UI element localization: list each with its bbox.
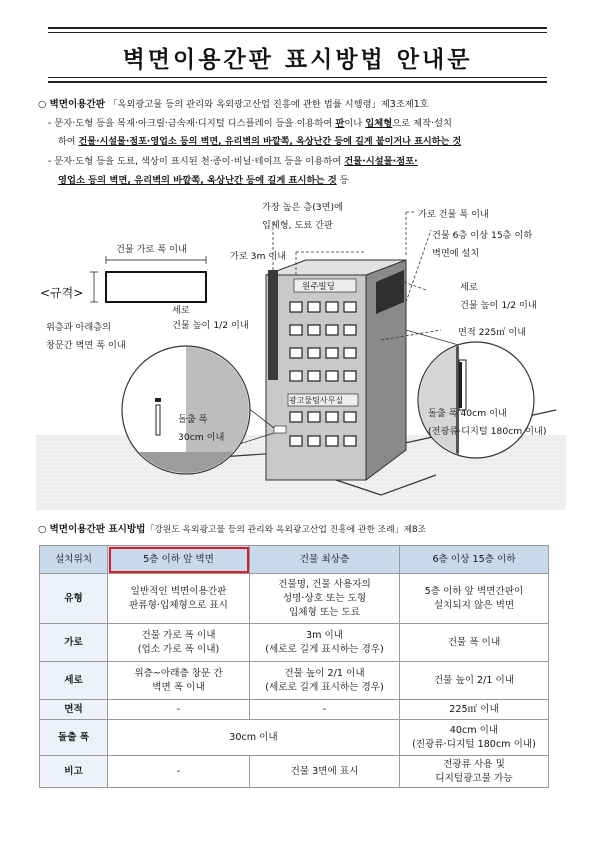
table-row bbox=[40, 700, 549, 720]
table-cell: 5층 이하 앞 벽면간판이 설치되지 않은 벽면 bbox=[400, 574, 549, 624]
protrude-right-1: 돌출 폭 40cm 이내 bbox=[428, 408, 507, 419]
table-cell: 건물명, 건물 사용자의 성명·상호 또는 도형 입체형 또는 도료 bbox=[250, 574, 400, 624]
row-label: 면적 bbox=[40, 700, 108, 720]
section1-dash1 bbox=[48, 115, 452, 132]
section1-source: 「옥외광고물 등의 관리와 옥외광고산업 진흥에 관한 법률 시행령」제3조제1호 bbox=[108, 99, 429, 110]
building-name: 원주빌딩 bbox=[302, 282, 335, 292]
text-em: 영업소 등의 벽면, 유리벽의 바깥쪽, 옥상난간 등에 길게 표시하는 것 bbox=[58, 175, 337, 186]
table-row bbox=[40, 756, 549, 788]
row-label: 돌출 폭 bbox=[40, 720, 108, 756]
protrude-left-2: 30cm 이내 bbox=[178, 432, 225, 443]
row-label: 세로 bbox=[40, 662, 108, 700]
row-label: 가로 bbox=[40, 624, 108, 662]
top-floor-label-1: 가장 높은 층(3면)에 bbox=[262, 202, 343, 213]
table-row bbox=[40, 662, 549, 700]
section1-heading: 벽면이용간판 bbox=[49, 99, 106, 110]
table-cell: 40cm 이내 (진광류·디지털 180cm 이내) bbox=[400, 720, 549, 756]
table-cell: 3m 이내 (세로로 길게 표시하는 경우) bbox=[250, 624, 400, 662]
table-cell: - bbox=[108, 756, 250, 788]
section2-heading: 벽면이용간판 표시방법 bbox=[49, 524, 146, 535]
height-label-2: 건물 높이 1/2 이내 bbox=[172, 320, 249, 331]
section1-dash2 bbox=[48, 153, 418, 170]
office-name: 광고물팀사무실 bbox=[289, 396, 344, 405]
right-height-label-1: 세로 bbox=[460, 282, 478, 293]
spec-sign bbox=[106, 272, 206, 302]
top-floor-label-2: 입체형, 도료 간판 bbox=[262, 220, 333, 231]
text: 등 bbox=[336, 175, 349, 186]
table-header: 설치위치 bbox=[40, 546, 108, 574]
table-header: 건물 최상층 bbox=[250, 546, 400, 574]
text: - 문자·도형 등을 도료, 색상이 표시된 천·종이·비닐·테이프 등을 이용하여 bbox=[48, 156, 345, 167]
table-cell: 건물 3면에 표시 bbox=[250, 756, 400, 788]
table-cell: 전광류 사용 및 디지털광고물 가능 bbox=[400, 756, 549, 788]
text-em: 판 bbox=[335, 118, 345, 129]
spec-label: <규격> bbox=[40, 286, 84, 300]
section1-dash2b bbox=[58, 172, 349, 189]
vertical-sign bbox=[268, 270, 278, 380]
right-floor-label-1: 건물 6층 이상 15층 이하 bbox=[432, 230, 533, 241]
table-header: 6층 이상 15층 이하 bbox=[400, 546, 549, 574]
table-cell: 위층~아래층 창문 간 벽면 폭 이내 bbox=[108, 662, 250, 700]
spec-table bbox=[39, 545, 549, 788]
bullet: ○ bbox=[38, 99, 47, 110]
text-em: 건물·시설물·점포·영업소 등의 벽면, 유리벽의 바깥쪽, 옥상난간 등에 길게 붙이거나 표시하는 것 bbox=[78, 137, 462, 147]
signboard-diagram bbox=[36, 190, 566, 510]
protrude-right-2: (전광류·디지털 180cm 이내) bbox=[428, 426, 547, 437]
table-cell: 건물 높이 2/1 이내 (세로로 길게 표시하는 경우) bbox=[250, 662, 400, 700]
section2-heading-line bbox=[38, 521, 426, 539]
text-em: 입체형 bbox=[365, 118, 393, 129]
table-row bbox=[40, 624, 549, 662]
right-width-label: 가로 건물 폭 이내 bbox=[418, 209, 489, 220]
page-title: 벽면이용간판 표시방법 안내문 bbox=[122, 47, 473, 73]
height-label-1: 세로 bbox=[172, 305, 190, 316]
window-label-2: 창문간 벽면 폭 이내 bbox=[46, 340, 126, 351]
title-box bbox=[48, 27, 547, 83]
table-cell: - bbox=[250, 700, 400, 720]
text: - 문자·도형 등을 목재·아크릴·금속재·디지털 디스플레이 등을 이용하여 bbox=[48, 118, 336, 129]
bullet: ○ bbox=[38, 524, 47, 535]
table-cell: - bbox=[108, 700, 250, 720]
width3m-label: 가로 3m 이내 bbox=[230, 251, 287, 262]
right-height-label-2: 건물 높이 1/2 이내 bbox=[460, 300, 537, 311]
section1-heading-line bbox=[38, 96, 429, 113]
window-label-1: 위층과 아래층의 bbox=[46, 322, 112, 333]
row-label: 유형 bbox=[40, 574, 108, 624]
table-row bbox=[40, 574, 549, 624]
width-label: 건물 가로 폭 이내 bbox=[116, 244, 187, 255]
table-cell: 225㎡ 이내 bbox=[400, 700, 549, 720]
table-header-row bbox=[40, 546, 549, 574]
table-cell: 건물 높이 2/1 이내 bbox=[400, 662, 549, 700]
row-label: 비고 bbox=[40, 756, 108, 788]
table-row bbox=[40, 720, 549, 756]
section2-source: 「강원도 옥외광고물 등의 관리와 옥외광고산업 진흥에 관한 조례」제8조 bbox=[145, 525, 427, 535]
table-header-highlighted: 5층 이하 앞 벽면 bbox=[108, 546, 250, 574]
right-floor-label-2: 벽면에 설치 bbox=[432, 248, 480, 259]
table-cell: 일반적인 벽면이용간판 판류형·입체형으로 표시 bbox=[108, 574, 250, 624]
area-label: 면적 225㎡ 이내 bbox=[458, 327, 527, 338]
section1-dash1b bbox=[58, 134, 461, 151]
protrude-left-1: 돌출 폭 bbox=[178, 414, 208, 425]
text-em: 건물·시설물·점포· bbox=[344, 156, 418, 167]
text: 하여 bbox=[58, 137, 79, 147]
table-cell: 건물 가로 폭 이내 (업소 가로 폭 이내) bbox=[108, 624, 250, 662]
table-cell: 30cm 이내 bbox=[108, 720, 400, 756]
table-cell: 건물 폭 이내 bbox=[400, 624, 549, 662]
text: 으로 제작·설치 bbox=[392, 118, 452, 129]
text: 이나 bbox=[344, 118, 366, 129]
